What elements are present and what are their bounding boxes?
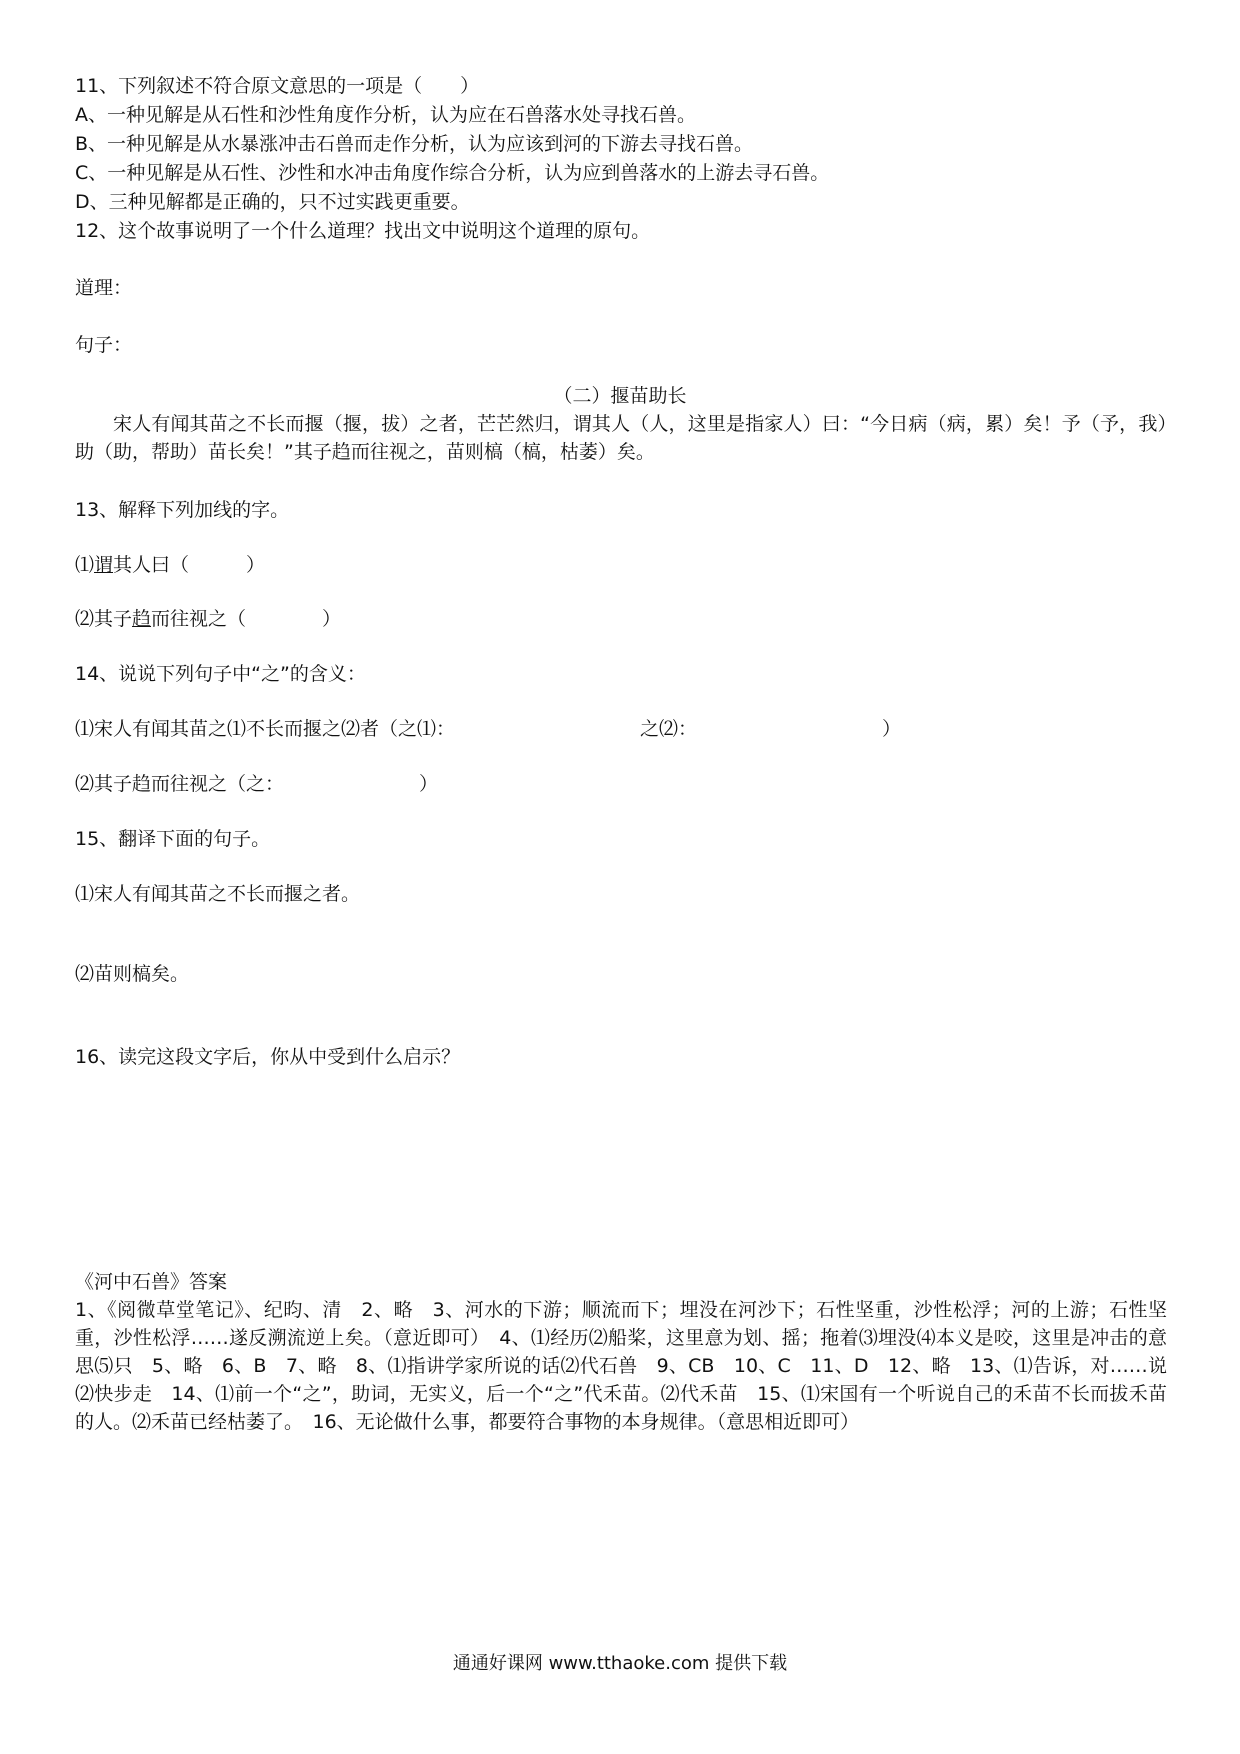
q14-item-1-a: ⑴宋人有闻其苗之⑴不长而揠之⑵者（之⑴： [75, 718, 456, 740]
q13-item-2-post: 而往视之（ ） [151, 608, 342, 630]
q14-item-1 [75, 715, 901, 743]
q14-item-2 [75, 770, 438, 798]
q13-item-1 [75, 551, 265, 579]
q13-item-1-underlined: 谓 [94, 554, 114, 576]
answers-text: 1、《阅微草堂笔记》、纪昀、清 2、略 3、河水的下游；顺流而下；埋没在河沙下；石性坚重，沙性松浮；河的上游；石性坚重，沙性松浮……遂反溯流逆上矣。（意近即可） 4、⑴经历⑵船桨，这里意为划、摇；拖着⑶埋没⑷本义是咬，这里是冲击的意思⑸只 5、略 6、B 7、略 8、⑴指讲学家所说的话⑵代石兽 9、CB 10、C 11、D 12、略 13、⑴告诉，对……说⑵快步走 14、⑴前一个“之”，助词，无实义，后一个“之”代禾苗。⑵代禾苗 15、⑴宋国有一个听说自己的禾苗不长而拔禾苗的人。⑵禾苗已经枯萎了。 16、无论做什么事，都要符合事物的本身规律。（意思相近即可） [75, 1299, 1167, 1433]
passage-title: （二）揠苗助长 [553, 385, 687, 407]
q11-option-b: B、一种见解是从水暴涨冲击石兽而走作分析，认为应该到河的下游去寻找石兽。 [75, 133, 754, 155]
q12-reason-label: 道理： [75, 277, 133, 299]
q11-option-c: C、一种见解是从石性、沙性和水冲击角度作综合分析，认为应到兽落水的上游去寻石兽。 [75, 162, 830, 184]
q12-sentence-label: 句子： [75, 334, 133, 356]
passage-text: 宋人有闻其苗之不长而揠（揠，拔）之者，芒芒然归，谓其人（人，这里是指家人）曰：“今日病（病，累）矣！予（予，我）助（助，帮助）苗长矣！”其子趋而往视之，苗则槁（槁，枯萎）矣。 [75, 413, 1167, 463]
q11-option-d: D、三种见解都是正确的，只不过实践更重要。 [75, 191, 470, 213]
q13-item-1-post: 其人曰（ ） [113, 554, 266, 576]
q16-stem: 16、读完这段文字后，你从中受到什么启示？ [75, 1046, 461, 1068]
footer-text: 通通好课网 www.tthaoke.com 提供下载 [452, 1653, 788, 1674]
q14-item-2-b: ） [419, 773, 439, 795]
q13-item-2 [75, 605, 341, 633]
q12-stem: 12、这个故事说明了一个什么道理？找出文中说明这个道理的原句。 [75, 220, 651, 242]
q11-option-a: A、一种见解是从石性和沙性角度作分析，认为应在石兽落水处寻找石兽。 [75, 104, 696, 126]
q13-item-1-pre: ⑴ [75, 554, 95, 576]
answers-title: 《河中石兽》答案 [75, 1271, 228, 1293]
q13-item-2-underlined: 趋 [132, 608, 152, 630]
q15-item-2: ⑵苗则槁矣。 [75, 963, 190, 985]
q14-item-2-a: ⑵其子趋而往视之（之： [75, 773, 285, 795]
q14-item-1-c: ） [882, 718, 902, 740]
q14-item-1-b: 之⑵： [640, 718, 698, 740]
q13-stem: 13、解释下列加线的字。 [75, 499, 290, 521]
q15-item-1: ⑴宋人有闻其苗之不长而揠之者。 [75, 883, 361, 905]
q13-item-2-pre: ⑵其子 [75, 608, 133, 630]
q14-stem: 14、说说下列句子中“之”的含义： [75, 663, 366, 685]
q11-stem: 11、下列叙述不符合原文意思的一项是（ ） [75, 75, 480, 97]
q15-stem: 15、翻译下面的句子。 [75, 828, 271, 850]
